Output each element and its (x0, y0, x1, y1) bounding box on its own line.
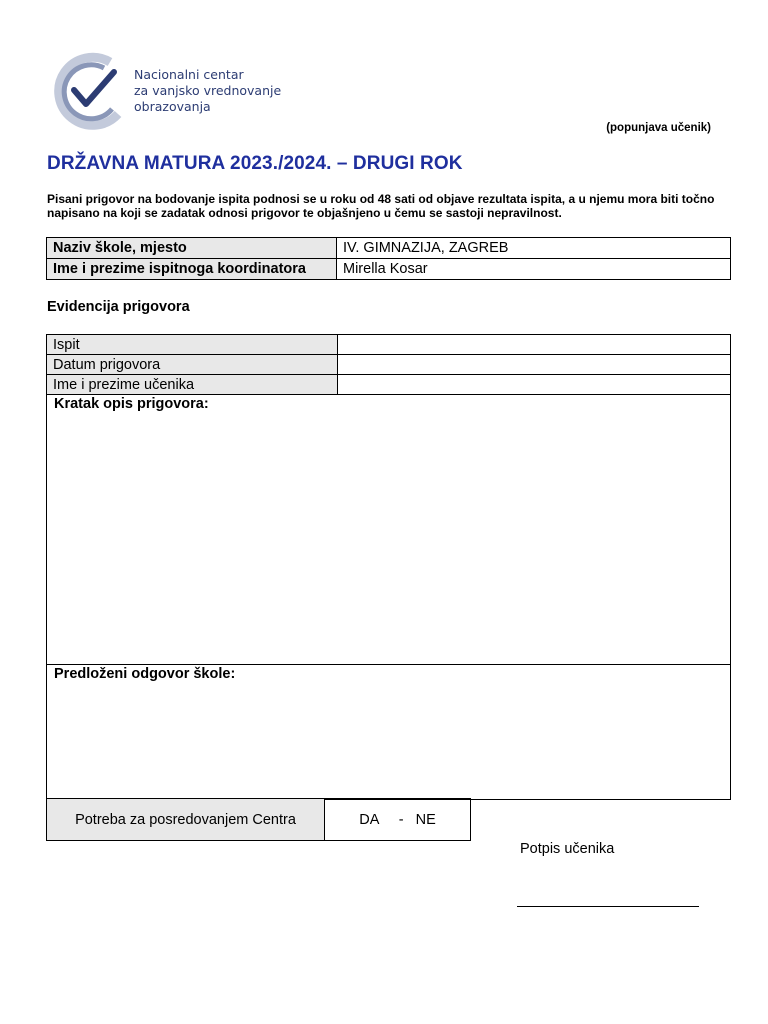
complaint-description-label: Kratak opis prigovora: (54, 396, 209, 412)
evidence-table (46, 334, 731, 395)
student-name-field[interactable] (338, 375, 731, 395)
coordinator-label: Ime i prezime ispitnoga koordinatora (47, 259, 337, 280)
school-name-label: Naziv škole, mjesto (47, 238, 337, 259)
school-name-value[interactable]: IV. GIMNAZIJA, ZAGREB (337, 238, 731, 259)
signature-label: Potpis učenika (520, 841, 615, 857)
school-answer-label: Predloženi odgovor škole: (54, 666, 236, 682)
table-row (47, 238, 731, 259)
logo-text (134, 67, 281, 115)
table-row (47, 375, 731, 395)
table-row (47, 259, 731, 280)
school-answer-box[interactable] (46, 664, 731, 800)
student-name-label: Ime i prezime učenika (47, 375, 338, 395)
exam-label: Ispit (47, 335, 338, 355)
mediation-label: Potreba za posredovanjem Centra (47, 799, 325, 841)
table-row (47, 335, 731, 355)
logo-line: obrazovanja (134, 99, 211, 114)
filled-by-note: (popunjava učenik) (606, 122, 711, 134)
coordinator-value[interactable]: Mirella Kosar (337, 259, 731, 280)
complaint-date-label: Datum prigovora (47, 355, 338, 375)
school-info-table (46, 237, 731, 280)
logo-line: Nacionalni centar (134, 67, 244, 82)
exam-field[interactable] (338, 335, 731, 355)
mediation-options[interactable]: DA - NE (325, 799, 471, 841)
complaint-date-field[interactable] (338, 355, 731, 375)
intro-paragraph: Pisani prigovor na bodovanje ispita podnosi se u roku od 48 sati od objave rezultata ispita, a u njemu mora biti točno napisano na koji se zadatak odnosi prigovor te objašnjeno u čemu se sastoji nepravilnost. (47, 192, 715, 220)
table-row (47, 355, 731, 375)
mediation-table (46, 798, 471, 841)
complaint-description-box[interactable] (46, 395, 731, 665)
logo-line: za vanjsko vrednovanje (134, 83, 282, 98)
evidence-heading: Evidencija prigovora (47, 299, 190, 315)
ncvvo-logo-icon (48, 52, 138, 130)
signature-line[interactable] (517, 906, 699, 907)
page-title: DRŽAVNA MATURA 2023./2024. – DRUGI ROK (47, 153, 463, 174)
table-row (47, 799, 471, 841)
